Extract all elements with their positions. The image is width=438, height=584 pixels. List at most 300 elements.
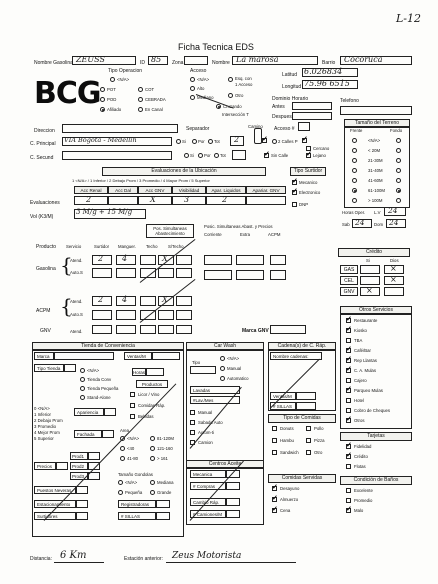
credito-gas-si[interactable] [360,265,380,274]
tienda-ventas-label: Ventas/M [124,352,152,360]
comida-check-0[interactable] [272,426,277,431]
gas-autos-cell-1[interactable] [116,268,136,278]
gondolas-radio-2[interactable] [118,490,123,495]
c-principal-tot-radio[interactable] [208,139,213,144]
direccion-field[interactable] [62,124,178,133]
surtidor-electronico: Electronico [299,190,321,195]
dos-calles-radio[interactable] [272,139,277,144]
acceso-mediano-radio[interactable] [190,95,195,100]
prod2-label: Prod2 [70,462,88,470]
comida-check-5[interactable] [306,450,311,455]
tienda-productos-label: Productos [136,380,168,388]
tipo-op-cebrada-radio[interactable] [138,97,143,102]
acceso-alto: Alto [197,86,205,91]
marca-gnv-field[interactable] [270,325,306,334]
gnv-cell-4[interactable] [176,325,192,334]
gasolina-autos-label: Auto.S [70,270,83,275]
sab-label: Sab [342,222,350,227]
cadena-ventas-field[interactable] [296,392,316,400]
dos-calles-label: 2 Calles P [278,139,298,144]
servida-check-0[interactable] [272,486,277,491]
tarjetas-header: Tarjetas [340,432,412,441]
zona-field[interactable] [184,56,208,65]
gasolina-brace: { [60,253,73,277]
credito-cel-mark: × [390,275,397,284]
terreno-row-4: 41-60M [368,178,383,183]
dnp-check[interactable] [292,202,297,207]
c-principal-si-radio[interactable] [176,139,181,144]
tipo-op-cebrada: CEBRADA [145,97,166,102]
tarjeta-check-0[interactable] [346,444,351,449]
precios-field[interactable] [56,462,68,470]
tienda-tipo-radio-1[interactable] [80,377,85,382]
page-title: Ficha Tecnica EDS [178,42,254,52]
escala-1: 1 Inferior [34,412,51,417]
c-principal-si: Si [182,139,186,144]
servida-0: Desayuno [280,486,300,491]
tienda-tipo-0: <N/A> [87,368,100,373]
terreno-frente-radio-4[interactable] [352,178,357,183]
tipo-comidas-header: Tipo de Comidas [268,414,336,423]
acceso-1acceso: 1 Acceso [235,82,253,87]
car-wash-tipo-field[interactable] [190,366,216,374]
barrio-label: Barrio [322,60,336,66]
cambio-rap-field[interactable] [226,498,240,506]
area-label: Area [120,428,130,433]
credito-gnv-mark: × [366,286,373,295]
lejano-check[interactable] [306,153,311,158]
col-servicio: Servicio [66,244,82,249]
terreno-fondo-radio-5[interactable] [396,188,401,193]
gondolas-opt-0: <N/A> [125,480,138,485]
credito-col-dios: Dios [390,258,399,263]
area-opt-3: 121-160 [157,446,173,451]
extra-label: Extra [240,232,251,237]
serv-check-4[interactable] [346,358,351,363]
servida-1: Almuerzo [280,497,299,502]
compras-label: # Compras [190,482,226,490]
apariencia-field[interactable] [104,408,116,416]
cw-service-check-1[interactable] [190,420,195,425]
precio-acpm-2-field[interactable] [270,270,286,280]
camiones-field[interactable] [226,510,240,518]
dom-value: 24 [389,218,399,227]
serv-item-1: Kiosko [354,328,367,333]
gnv-cell-3[interactable] [158,325,174,334]
latitud-value: 6.026834 [304,67,343,76]
acpm-autos-cell-4[interactable] [176,310,192,320]
tipo-op-pod: POD [107,97,117,102]
tarjeta-check-2[interactable] [346,464,351,469]
serv-item-8: Hotel [354,398,365,403]
surtidor-mecanico: Mecanico [299,180,318,185]
banos-item-2: Malo [354,508,364,513]
acceso-otro-radio[interactable] [228,93,233,98]
tipo-op-encanal-radio[interactable] [138,107,143,112]
acpm-autos-cell-1[interactable] [116,310,136,320]
despues-field[interactable] [292,112,332,120]
area-radio-3[interactable] [150,446,155,451]
c-secundaria-por-radio[interactable] [198,153,203,158]
tienda-tipo-field[interactable] [64,364,76,372]
prod3-label: Prod3 [70,472,88,480]
terreno-row-5: 61-100M [368,188,385,193]
dnp-label: DNP [299,202,309,207]
serv-item-7: Parqueo Mulas [354,388,383,393]
escala-0: 0 <N/A> [34,406,50,411]
acpm-autos-cell-0[interactable] [92,310,112,320]
area-radio-1[interactable] [150,436,155,441]
escala-4: 4 Mejor Prom [34,430,60,435]
area-radio-4[interactable] [120,456,125,461]
eval-cell-1[interactable] [108,196,138,205]
precio-corriente-2-field[interactable] [204,270,232,280]
barrio-value: Cocoruca [344,55,383,64]
gnv-atend-label: Atend. [70,329,83,334]
acceso-num-label: Acceso # [274,126,295,132]
zona-label: Zona [172,60,184,66]
terreno-frente-radio-0[interactable] [352,138,357,143]
producto-label: Producto [36,244,57,250]
comidas-servidas-header: Comidas Servidas [268,474,336,483]
mecanica-label: Mecanica [190,470,226,478]
servida-check-1[interactable] [272,497,277,502]
prod1-field[interactable] [88,452,100,460]
car-wash-radio-0[interactable] [220,356,225,361]
tipo-operacion-label: Tipo Operacion [108,68,142,74]
terreno-fondo-radio-1[interactable] [396,148,401,153]
acceso-otro: Otro [235,93,244,98]
surtidores-label: Surtidores [34,512,76,520]
telefono-label: Telefono [340,98,359,104]
licor-check[interactable] [130,392,135,397]
tipo-op-afiliado-radio[interactable] [100,107,105,112]
terreno-row-0: <N/A> [368,138,381,143]
tienda-tipo-1: Tienda Conv [87,377,112,382]
escala-3: 3 Promedio [34,424,56,429]
nombre-value: La marosa [236,55,279,64]
serv-check-10[interactable] [346,418,351,423]
serv-check-2[interactable] [346,338,351,343]
fachada-label: Fachada [74,430,102,438]
acceso-esq-radio[interactable] [228,77,233,82]
cadena-sillas-label: # SILLAS [270,402,296,410]
terreno-fondo-radio-4[interactable] [396,178,401,183]
gondolas-opt-3: Grande [157,490,172,495]
ubicacion-header: Evaluaciones de la Ubicación [102,167,266,176]
serv-item-6: Cajero [354,378,367,383]
cw-service-check-2[interactable] [190,430,195,435]
traffic-light-check[interactable] [262,138,267,143]
eval-value-0: 2 [86,195,92,204]
acceso-cruzando-radio[interactable] [216,104,221,109]
banos-check-2[interactable] [346,508,351,513]
comida-check-2[interactable] [272,438,277,443]
tipo-op-cot-radio[interactable] [138,87,143,92]
vol-value: 3 M/g + 15 M/g [76,208,133,216]
acpm-label: ACPM [36,308,51,314]
registradoras-field[interactable] [156,500,170,508]
banos-check-0[interactable] [346,488,351,493]
terreno-frente-radio-3[interactable] [352,168,357,173]
area-opt-0: <N/A> [127,436,140,441]
comida-check-3[interactable] [306,438,311,443]
area-opt-4: 41-80 [127,456,138,461]
servida-check-2[interactable] [272,508,277,513]
tienda-horas-label: Horas [133,370,146,375]
acceso-label: Acceso [190,68,207,74]
dom-label: Dom [374,222,384,227]
apariencia-label: Apariencia [74,408,104,416]
gas-atend-cell-4[interactable] [176,255,192,265]
tipo-op-pod-radio[interactable] [100,97,105,102]
credito-gnv-dios[interactable] [384,287,404,296]
tipo-op-pot-radio[interactable] [100,87,105,92]
comida-4: Sandwich [280,450,299,455]
gas-autos-cell-3[interactable] [158,268,174,278]
estacionamiento-label: Estacionamiento [34,500,76,508]
credito-row-cel: CEL [340,276,358,285]
area-opt-2: <40 [127,446,135,451]
distancia-line [54,562,104,563]
bebidas-check[interactable] [130,414,135,419]
tarjeta-item-0: Fidelidad [354,444,372,449]
escala-2: 2 Debajo Prom [34,418,63,423]
c-principal-por-radio[interactable] [192,139,197,144]
c-principal-value: VIA Bogota - Medellin [64,136,137,144]
c-principal-label: C. Principal [30,141,56,147]
id-label: ID [140,60,145,66]
estacionamiento-field[interactable] [76,500,88,508]
c-secundaria-tot-radio[interactable] [214,153,219,158]
camiones-label: # Camiones/M [190,510,226,518]
sin-calle-check[interactable] [264,153,269,158]
acpm-atend-cell-2[interactable] [140,296,156,306]
terreno-frente-radio-5[interactable] [352,188,357,193]
tienda-tipo-radio-0[interactable] [80,368,85,373]
tab-acc-dal[interactable]: Acc Dal [108,186,138,194]
centros-aceite-header: Centros Aceite [186,460,264,469]
gondolas-radio-3[interactable] [150,490,155,495]
terreno-frente-radio-1[interactable] [352,148,357,153]
compras-field[interactable] [226,482,240,490]
gnv-label: GNV [40,328,51,334]
comida-check-4[interactable] [272,450,277,455]
longitud-value: 75.96 6515 [304,79,350,88]
tienda-header: Tienda de Conveniencia [32,342,184,351]
gasolina-atend-label: Atend. [70,258,83,263]
c-secundaria-por: Por [204,153,211,158]
horas-oper-label: Horas Oper. [342,210,366,215]
comida-2: Hambu [280,438,294,443]
serv-item-4: Rep Llantas [354,358,377,363]
precio-extra-field[interactable] [236,255,264,265]
tipo-op-cot: COT [145,87,155,92]
col-techo: Techo [146,244,158,249]
sab-value: 24 [355,218,365,227]
serv-check-7[interactable] [346,388,351,393]
tamano-terreno-header: Tamaño del Terreno [344,119,410,128]
tab-acc-renal[interactable]: Acc Renal [74,186,108,194]
acceso-na: <N/A> [197,77,210,82]
eval-value-4: 2 [222,195,228,204]
serv-check-8[interactable] [346,398,351,403]
gas-atend-value-1: 4 [122,254,128,263]
c-secundaria-field[interactable] [62,151,172,160]
precio-extra-2-field[interactable] [236,270,264,280]
dos-calles-check[interactable] [302,138,307,143]
c-secundaria-lanes-field[interactable] [232,150,246,160]
acceso-alto-radio[interactable] [190,86,195,91]
gas-autos-cell-4[interactable] [176,268,192,278]
acpm-atend-value-0: 2 [98,295,104,304]
tarjeta-item-2: Flotas [354,464,366,469]
escala-5: 5 Superior [34,436,54,441]
servida-2: Cena [280,508,291,513]
acpm-autos-label: Auto.S [70,312,83,317]
comidas-check[interactable] [130,403,135,408]
frente-label: Frente [350,128,363,133]
c-secundaria-si: Si [190,153,194,158]
otros-servicios-header: Otros Servicios [340,306,412,315]
tipo-surtidor-header: Tipo Surtidor [290,167,326,176]
licor-label: Licor / Vino [138,392,160,397]
serv-check-3[interactable] [346,348,351,353]
c-principal-tot: Tot [214,139,220,144]
horario-label: Dominio Horario [272,96,309,102]
banos-check-1[interactable] [346,498,351,503]
posic-header: Posic. Simultaneas Abast. y Precios [204,224,273,229]
credito-header: Crédito [338,248,410,257]
c-secundaria-label: C. Secund [30,155,54,161]
serv-check-9[interactable] [346,408,351,413]
cercano-label: Cercano [313,146,330,151]
gnv-cell-1[interactable] [116,325,136,334]
estacion-anterior-label: Estación anterior: [124,556,163,562]
puestos-neveras-field[interactable] [76,486,88,494]
precio-acpm-field[interactable] [270,255,286,265]
credito-row-gnv: GNV [340,287,358,296]
serv-item-3: Café/Bar [354,348,371,353]
puestos-neveras-label: Puestos Neveras [34,486,76,494]
fachada-field[interactable] [102,430,114,438]
terreno-frente-radio-2[interactable] [352,158,357,163]
precio-corriente-field[interactable] [204,255,232,265]
area-radio-2[interactable] [120,446,125,451]
terreno-fondo-radio-0[interactable] [396,138,401,143]
surtidores-field[interactable] [76,512,88,520]
gnv-cell-0[interactable] [92,325,112,334]
precios-label: Precios [34,462,56,470]
telefono-field[interactable] [340,106,412,115]
cw-service-check-0[interactable] [190,410,195,415]
car-wash-opt-1: Manual [227,366,242,371]
terreno-fondo-radio-2[interactable] [396,158,401,163]
gondolas-radio-1[interactable] [150,480,155,485]
sin-calle-label: Sin Calle [271,153,289,158]
credito-cel-si[interactable] [360,276,380,285]
tienda-sillas-field[interactable] [156,512,170,520]
comida-3: Pizza [314,438,325,443]
credito-gas-mark: × [390,264,397,273]
eval-cell-5[interactable] [246,196,286,205]
car-wash-radio-1[interactable] [220,366,225,371]
page-number: L-12 [396,12,422,25]
tienda-tipo-radio-3[interactable] [80,395,85,400]
distancia-label: Distancia: [30,556,52,562]
bebidas-label: Bebidas [138,414,154,419]
tab-apar-liquidos[interactable]: Apar. Liquidos [206,186,246,194]
pos-simult-box: Pos. Simultaneas Abastecimiento [146,224,194,238]
acceso-num-field[interactable] [298,122,310,131]
tienda-horas-field[interactable] [146,368,164,376]
cw-service-2: Autom-ti [198,430,214,435]
c-secundaria-si-radio[interactable] [184,153,189,158]
acpm-autos-cell-3[interactable] [158,310,174,320]
gas-autos-cell-0[interactable] [92,268,112,278]
comida-check-1[interactable] [306,426,311,431]
surtidor-electronico-check[interactable] [292,190,297,195]
terreno-fondo-radio-3[interactable] [396,168,401,173]
tienda-marca-field[interactable] [54,352,114,360]
tarjeta-check-1[interactable] [346,454,351,459]
area-radio-5[interactable] [150,456,155,461]
tab-apar-gnv[interactable]: Apariar. GNV [246,186,286,194]
serv-check-0[interactable] [346,318,351,323]
estacion-anterior-value: Zeus Motorista [172,551,242,561]
cambio-rap-label: Cambio Ráp. [190,498,226,506]
tab-visibilidad[interactable]: Visibilidad [172,186,206,194]
serv-check-1[interactable] [346,328,351,333]
area-opt-1: 81-120M [157,436,174,441]
tienda-sillas-label: # SILLAS [118,512,156,520]
distancia-value: 6 Km [60,550,87,561]
antes-field[interactable] [292,102,332,110]
terreno-fondo-radio-6[interactable] [396,198,401,203]
lavadas-label: Lavadas [190,386,240,394]
gas-atend-cell-2[interactable] [140,255,156,265]
prod1-label: Prod1 [70,452,88,460]
tab-acc-gnv[interactable]: Acc GNV [138,186,172,194]
serv-check-6[interactable] [346,378,351,383]
terreno-frente-radio-6[interactable] [352,198,357,203]
tienda-tipo-radio-2[interactable] [80,386,85,391]
surtidor-mecanico-check[interactable] [292,180,297,185]
acpm-atend-cell-4[interactable] [176,296,192,306]
credito-row-gas: GAS [340,265,358,274]
gondolas-opt-2: Pequeña [125,490,143,495]
name-value: ZEUSS [76,55,105,64]
gasolina-label: Gasolina [36,266,56,272]
acceso-na-radio[interactable] [190,77,195,82]
registradoras-label: Registradoras [118,500,156,508]
tipo-op-pot: POT [107,87,116,92]
marca-gnv-label: Marca GNV [242,328,269,334]
tienda-ventas-field[interactable] [152,352,180,360]
comida-5: Otro [314,450,323,455]
car-wash-tipo-label: Tipo [192,360,201,365]
car-wash-radio-2[interactable] [220,376,225,381]
gas-atend-value-3: X [162,254,168,263]
gondolas-opt-1: Mediana [157,480,174,485]
gnv-cell-2[interactable] [140,325,156,334]
comida-0: Donuts [280,426,294,431]
tipo-op-na-radio[interactable] [110,77,115,82]
cadena-sillas-field[interactable] [296,402,316,410]
serv-check-5[interactable] [346,368,351,373]
gondolas-radio-0[interactable] [118,480,123,485]
acceso-interseccion: Intersección T [222,112,249,117]
